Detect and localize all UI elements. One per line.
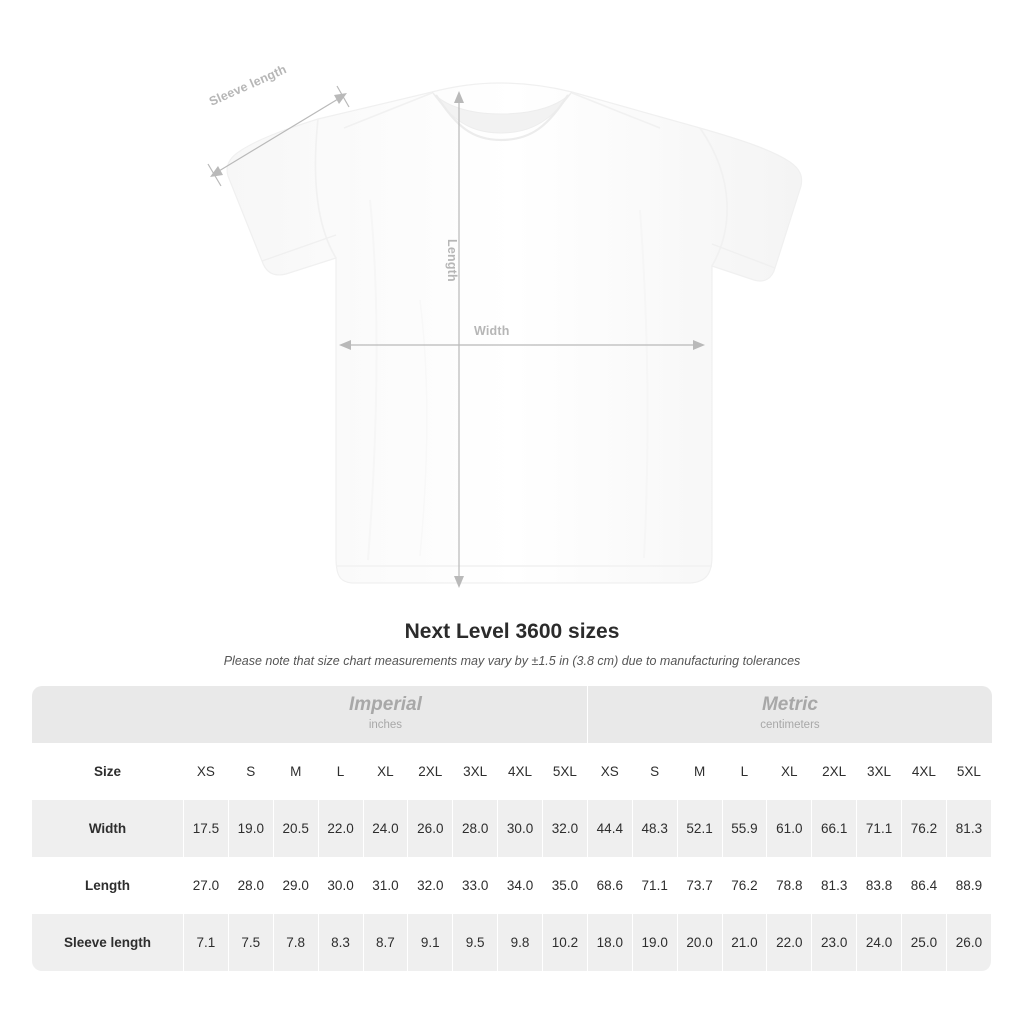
size-label-row [32, 743, 992, 800]
table-row [32, 857, 992, 914]
cell-length-imperial-3xl: 33.0 [453, 857, 498, 914]
cell-width-metric-2xl: 66.1 [812, 800, 857, 857]
cell-width-imperial-xs: 17.5 [184, 800, 229, 857]
cell-width-metric-s: 48.3 [633, 800, 678, 857]
cell-width-metric-4xl: 76.2 [902, 800, 947, 857]
cell-sleeve-metric-s: 19.0 [633, 914, 678, 971]
cell-width-metric-xl: 61.0 [767, 800, 812, 857]
system-header-imperial [184, 686, 588, 743]
cell-sleeve-metric-5xl: 26.0 [947, 914, 992, 971]
size-cell-metric-xl: XL [767, 743, 812, 800]
annotation-width: Width [474, 324, 510, 338]
cell-sleeve-imperial-4xl: 9.8 [498, 914, 543, 971]
cell-length-metric-3xl: 83.8 [857, 857, 902, 914]
system-header-row [32, 686, 992, 743]
cell-length-metric-4xl: 86.4 [902, 857, 947, 914]
cell-sleeve-metric-2xl: 23.0 [812, 914, 857, 971]
size-cell-imperial-s: S [229, 743, 274, 800]
table-row [32, 914, 992, 971]
size-cell-metric-m: M [678, 743, 723, 800]
system-name-metric: Metric [761, 694, 818, 716]
cell-width-imperial-2xl: 26.0 [408, 800, 453, 857]
size-cell-metric-3xl: 3XL [857, 743, 902, 800]
size-cell-imperial-xs: XS [184, 743, 229, 800]
cell-length-imperial-xl: 31.0 [364, 857, 409, 914]
cell-sleeve-metric-xs: 18.0 [588, 914, 633, 971]
cell-sleeve-imperial-s: 7.5 [229, 914, 274, 971]
cell-length-metric-s: 71.1 [633, 857, 678, 914]
row-header-sleeve-length: Sleeve length [32, 914, 184, 971]
cell-sleeve-imperial-2xl: 9.1 [408, 914, 453, 971]
cell-length-imperial-s: 28.0 [229, 857, 274, 914]
cell-sleeve-metric-3xl: 24.0 [857, 914, 902, 971]
size-chart-table-area [32, 686, 992, 971]
cell-width-imperial-xl: 24.0 [364, 800, 409, 857]
cell-length-imperial-xs: 27.0 [184, 857, 229, 914]
cell-width-imperial-3xl: 28.0 [453, 800, 498, 857]
cell-width-imperial-5xl: 32.0 [543, 800, 588, 857]
row-header-width: Width [32, 800, 184, 857]
cell-length-metric-xl: 78.8 [767, 857, 812, 914]
cell-width-metric-5xl: 81.3 [947, 800, 992, 857]
cell-width-imperial-m: 20.5 [274, 800, 319, 857]
annotation-sleeve-length: Sleeve length [207, 62, 289, 109]
size-cell-imperial-l: L [319, 743, 364, 800]
cell-sleeve-imperial-5xl: 10.2 [543, 914, 588, 971]
cell-length-metric-5xl: 88.9 [947, 857, 992, 914]
cell-sleeve-metric-4xl: 25.0 [902, 914, 947, 971]
cell-sleeve-metric-l: 21.0 [723, 914, 768, 971]
row-header-size: Size [32, 743, 184, 800]
page-title: Next Level 3600 sizes [404, 620, 620, 643]
cell-width-metric-m: 52.1 [678, 800, 723, 857]
cell-length-metric-xs: 68.6 [588, 857, 633, 914]
cell-sleeve-imperial-xs: 7.1 [184, 914, 229, 971]
corner-cell [32, 686, 184, 743]
size-cell-imperial-m: M [274, 743, 319, 800]
size-cell-imperial-5xl: 5XL [543, 743, 588, 800]
cell-length-metric-2xl: 81.3 [812, 857, 857, 914]
system-header-metric [588, 686, 992, 743]
size-cell-metric-5xl: 5XL [947, 743, 992, 800]
cell-length-imperial-m: 29.0 [274, 857, 319, 914]
cell-length-metric-l: 76.2 [723, 857, 768, 914]
title-block [0, 620, 1024, 668]
size-cell-imperial-3xl: 3XL [453, 743, 498, 800]
size-cell-imperial-4xl: 4XL [498, 743, 543, 800]
row-header-length: Length [32, 857, 184, 914]
size-cell-metric-s: S [633, 743, 678, 800]
cell-width-imperial-s: 19.0 [229, 800, 274, 857]
size-cell-metric-2xl: 2XL [812, 743, 857, 800]
cell-sleeve-imperial-3xl: 9.5 [453, 914, 498, 971]
cell-sleeve-metric-m: 20.0 [678, 914, 723, 971]
size-chart-table [32, 686, 992, 971]
size-cell-metric-xs: XS [588, 743, 633, 800]
cell-sleeve-metric-xl: 22.0 [767, 914, 812, 971]
cell-width-imperial-l: 22.0 [319, 800, 364, 857]
cell-sleeve-imperial-xl: 8.7 [364, 914, 409, 971]
cell-length-imperial-2xl: 32.0 [408, 857, 453, 914]
cell-length-metric-m: 73.7 [678, 857, 723, 914]
cell-length-imperial-4xl: 34.0 [498, 857, 543, 914]
tolerance-note: Please note that size chart measurements may vary by ±1.5 in (3.8 cm) due to manufacturing tolerances [223, 654, 801, 668]
cell-sleeve-imperial-m: 7.8 [274, 914, 319, 971]
cell-width-imperial-4xl: 30.0 [498, 800, 543, 857]
system-unit-imperial: inches [368, 719, 403, 732]
size-cell-metric-4xl: 4XL [902, 743, 947, 800]
cell-sleeve-imperial-l: 8.3 [319, 914, 364, 971]
cell-width-metric-xs: 44.4 [588, 800, 633, 857]
size-cell-imperial-2xl: 2XL [408, 743, 453, 800]
cell-width-metric-l: 55.9 [723, 800, 768, 857]
cell-length-imperial-5xl: 35.0 [543, 857, 588, 914]
annotation-length: Length [445, 239, 459, 282]
cell-width-metric-3xl: 71.1 [857, 800, 902, 857]
cell-length-imperial-l: 30.0 [319, 857, 364, 914]
system-unit-metric: centimeters [760, 719, 820, 732]
table-row [32, 800, 992, 857]
size-cell-imperial-xl: XL [364, 743, 409, 800]
system-name-imperial: Imperial [349, 694, 422, 716]
size-cell-metric-l: L [723, 743, 768, 800]
